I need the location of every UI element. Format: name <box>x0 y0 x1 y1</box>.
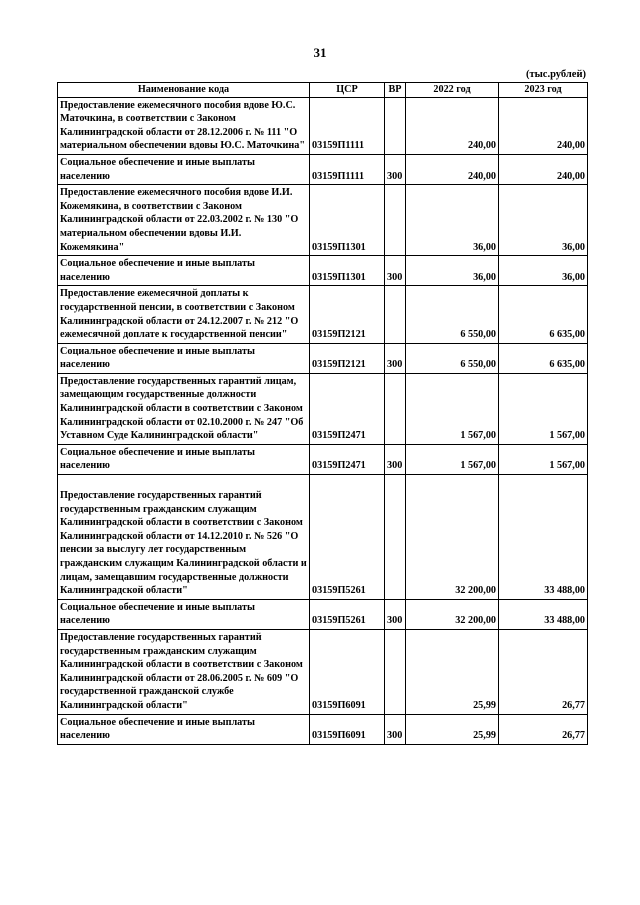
cell-name: Социальное обеспечение и иные выплаты населению <box>58 256 310 286</box>
table-row <box>58 256 588 286</box>
cell-vr: 300 <box>385 154 406 184</box>
header-2023: 2023 год <box>499 83 588 98</box>
cell-2022: 25,99 <box>406 714 499 744</box>
cell-vr <box>385 629 406 714</box>
cell-2022: 32 200,00 <box>406 599 499 629</box>
cell-2022: 36,00 <box>406 256 499 286</box>
cell-2023: 33 488,00 <box>499 599 588 629</box>
budget-table <box>57 82 588 745</box>
cell-name: Предоставление государственных гарантий лицам, замещающим государственные должности Калининградской области в соответствии с Законом Калининградской области от 02.10.2000 г. № 247 "Об Уставном Суде Калининградской области" <box>58 373 310 444</box>
header-vr: ВР <box>385 83 406 98</box>
cell-2022: 6 550,00 <box>406 286 499 343</box>
table-row <box>58 714 588 744</box>
cell-2023: 1 567,00 <box>499 373 588 444</box>
cell-csr: 03159П2121 <box>310 343 385 373</box>
cell-name: Предоставление ежемесячного пособия вдове Ю.С. Маточкина, в соответствии с Законом Калининградской области от 28.12.2006 г. № 111 "О материальном обеспечении вдовы Ю.С. Маточкина" <box>58 97 310 154</box>
cell-csr: 03159П6091 <box>310 714 385 744</box>
cell-name: Социальное обеспечение и иные выплаты населению <box>58 599 310 629</box>
cell-2022: 1 567,00 <box>406 444 499 474</box>
cell-vr <box>385 185 406 256</box>
cell-vr <box>385 97 406 154</box>
cell-2023: 240,00 <box>499 154 588 184</box>
cell-csr: 03159П2471 <box>310 373 385 444</box>
header-csr: ЦСР <box>310 83 385 98</box>
cell-csr: 03159П5261 <box>310 599 385 629</box>
cell-2022: 240,00 <box>406 154 499 184</box>
cell-csr: 03159П1111 <box>310 154 385 184</box>
cell-name: Предоставление государственных гарантий государственным гражданским служащим Калининградской области в соответствии с Законом Калининградской области от 28.06.2005 г. № 609 "О государственной гражданской службе Калининградской области" <box>58 629 310 714</box>
cell-2023: 6 635,00 <box>499 343 588 373</box>
table-row <box>58 97 588 154</box>
cell-2022: 1 567,00 <box>406 373 499 444</box>
cell-csr: 03159П1111 <box>310 97 385 154</box>
header-name: Наименование кода <box>58 83 310 98</box>
cell-vr: 300 <box>385 256 406 286</box>
cell-vr: 300 <box>385 714 406 744</box>
cell-vr <box>385 286 406 343</box>
cell-vr: 300 <box>385 343 406 373</box>
cell-2022: 25,99 <box>406 629 499 714</box>
cell-2023: 240,00 <box>499 97 588 154</box>
cell-2023: 33 488,00 <box>499 475 588 600</box>
table-row <box>58 343 588 373</box>
cell-csr: 03159П1301 <box>310 256 385 286</box>
cell-name: Социальное обеспечение и иные выплаты населению <box>58 444 310 474</box>
table-header-row <box>58 83 588 98</box>
cell-csr: 03159П5261 <box>310 475 385 600</box>
cell-vr: 300 <box>385 599 406 629</box>
table-row <box>58 286 588 343</box>
cell-vr: 300 <box>385 444 406 474</box>
cell-2023: 6 635,00 <box>499 286 588 343</box>
cell-2022: 32 200,00 <box>406 475 499 600</box>
cell-csr: 03159П6091 <box>310 629 385 714</box>
cell-2023: 26,77 <box>499 629 588 714</box>
cell-2022: 240,00 <box>406 97 499 154</box>
cell-2023: 36,00 <box>499 256 588 286</box>
cell-name: Предоставление ежемесячного пособия вдове И.И. Кожемякина, в соответствии с Законом Калининградской области от 22.03.2002 г. № 130 "О материальном обеспечении вдовы И.И. Кожемякина" <box>58 185 310 256</box>
table-row <box>58 629 588 714</box>
table-row <box>58 475 588 600</box>
cell-vr <box>385 475 406 600</box>
cell-name: Предоставление государственных гарантий государственным гражданским служащим Калининградской области в соответствии с Законом Калининградской области от 14.12.2010 г. № 526 "О пенсии за выслугу лет государственным гражданским служащим Калининградской области и лицам, замещавшим государственные должности Калининградской области" <box>58 475 310 600</box>
cell-name: Социальное обеспечение и иные выплаты населению <box>58 154 310 184</box>
cell-2023: 36,00 <box>499 185 588 256</box>
table-row <box>58 599 588 629</box>
cell-2023: 26,77 <box>499 714 588 744</box>
table-row <box>58 154 588 184</box>
cell-csr: 03159П1301 <box>310 185 385 256</box>
cell-2022: 6 550,00 <box>406 343 499 373</box>
cell-name: Предоставление ежемесячной доплаты к государственной пенсии, в соответствии с Законом Калининградской области от 24.12.2007 г. № 212 "О ежемесячной доплате к государственной пенсии" <box>58 286 310 343</box>
cell-name: Социальное обеспечение и иные выплаты населению <box>58 343 310 373</box>
cell-name: Социальное обеспечение и иные выплаты населению <box>58 714 310 744</box>
units-label: (тыс.рублей) <box>525 69 586 80</box>
cell-csr: 03159П2121 <box>310 286 385 343</box>
cell-vr <box>385 373 406 444</box>
page-number: 31 <box>313 45 327 60</box>
cell-csr: 03159П2471 <box>310 444 385 474</box>
cell-2022: 36,00 <box>406 185 499 256</box>
table-row <box>58 373 588 444</box>
cell-2023: 1 567,00 <box>499 444 588 474</box>
header-2022: 2022 год <box>406 83 499 98</box>
table-row <box>58 185 588 256</box>
table-row <box>58 444 588 474</box>
